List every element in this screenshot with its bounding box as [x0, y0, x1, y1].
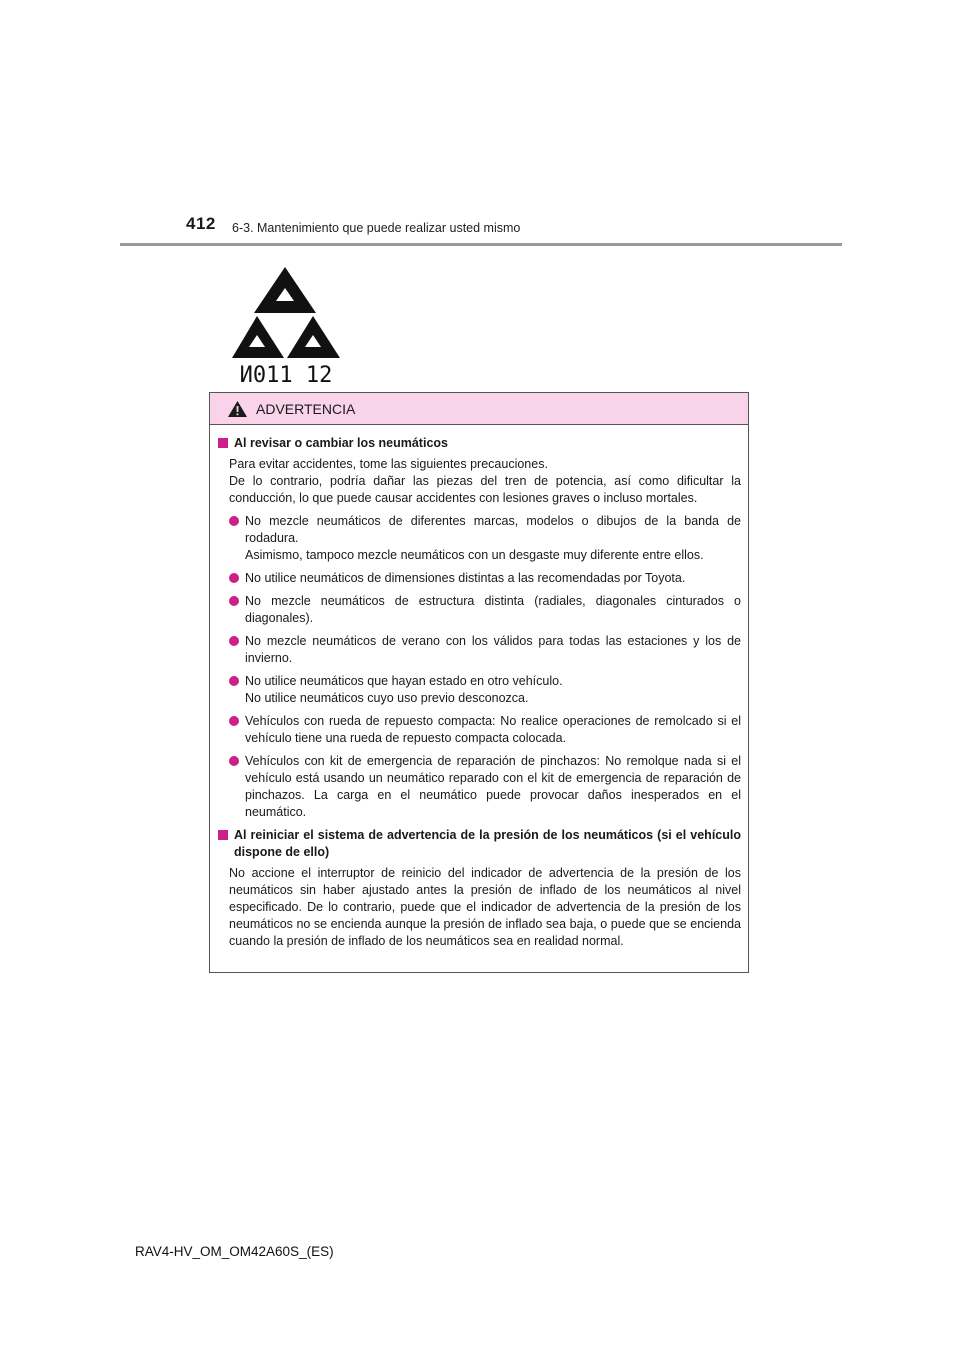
warning-triangle-icon	[227, 400, 248, 418]
list-item: Vehículos con rueda de repuesto compacta: No realice operaciones de remolcado si el vehículo tiene una rueda de repuesto compacta colocada.	[229, 713, 741, 747]
circle-bullet-icon	[229, 756, 239, 766]
topic-text: No accione el interruptor de reinicio del indicador de advertencia de la presión de los neumáticos sin haber ajustado antes la presión de inflado de los neumáticos al nivel especificado. De lo contrario, puede que el indicador de advertencia de la presión de los neumáticos no se encienda aunque la presión de inflado sea baja, o puede que se encienda cuando la presión de inflado de los neumáticos sea en realidad normal.	[229, 866, 741, 948]
list-item: No mezcle neumáticos de verano con los válidos para todas las estaciones y los de invierno.	[229, 633, 741, 667]
list-item: No mezcle neumáticos de diferentes marcas, modelos o dibujos de la banda de rodadura. Asimismo, tampoco mezcle neumáticos con un desgaste muy diferente entre ellos.	[229, 513, 741, 564]
circle-bullet-icon	[229, 676, 239, 686]
warning-body	[210, 425, 748, 950]
square-bullet-icon	[218, 438, 228, 448]
topic-intro: Para evitar accidentes, tome las siguientes precauciones. De lo contrario, podría dañar las piezas del tren de potencia, así como dificultar la conducción, lo que puede causar accidentes con lesiones graves o incluso mortales.	[229, 457, 741, 505]
list-item: No utilice neumáticos que hayan estado en otro vehículo. No utilice neumáticos cuyo uso previo desconozca.	[229, 673, 741, 707]
document-code: RAV4-HV_OM_OM42A60S_(ES)	[135, 1244, 334, 1259]
tire-tread-mark-image	[228, 263, 344, 385]
section-title: 6-3. Mantenimiento que puede realizar usted mismo	[232, 221, 521, 235]
circle-bullet-icon	[229, 636, 239, 646]
circle-bullet-icon	[229, 596, 239, 606]
circle-bullet-icon	[229, 716, 239, 726]
warning-title: ADVERTENCIA	[256, 400, 356, 417]
tire-mark-code: И011 12	[239, 363, 333, 385]
circle-bullet-icon	[229, 516, 239, 526]
list-item: No utilice neumáticos de dimensiones distintas a las recomendadas por Toyota.	[229, 570, 741, 587]
warning-box	[209, 392, 749, 973]
list-item: Vehículos con kit de emergencia de reparación de pinchazos: No remolque nada si el vehículo está usando un neumático reparado con el kit de emergencia de reparación de pinchazos. La carga en el neumático puede provocar daños inesperados en el neumático.	[229, 753, 741, 821]
page-number: 412	[186, 214, 216, 233]
header-rule	[120, 243, 842, 246]
warning-header	[210, 393, 748, 425]
topic-heading: Al reiniciar el sistema de advertencia de la presión de los neumáticos (si el vehículo dispone de ello)	[217, 827, 741, 861]
square-bullet-icon	[218, 830, 228, 840]
list-item: No mezcle neumáticos de estructura distinta (radiales, diagonales cinturados o diagonales).	[229, 593, 741, 627]
topic-heading: Al revisar o cambiar los neumáticos	[217, 435, 741, 452]
circle-bullet-icon	[229, 573, 239, 583]
